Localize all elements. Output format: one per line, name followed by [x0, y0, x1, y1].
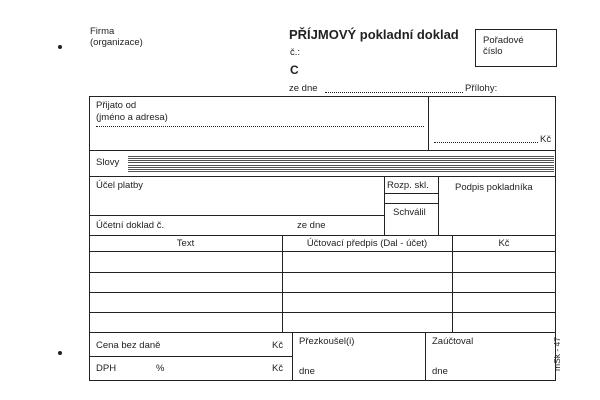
checked-label: Přezkoušel(i)	[299, 336, 355, 347]
punch-hole-dot	[58, 351, 62, 355]
table-row-divider	[89, 312, 556, 313]
series-code: C	[290, 63, 299, 77]
divider	[384, 203, 438, 204]
divider	[384, 176, 385, 235]
divider	[89, 215, 384, 216]
amount-currency: Kč	[540, 134, 552, 145]
date-label: ze dne	[289, 83, 318, 94]
checked-date-label: dne	[299, 366, 315, 377]
received-from-field[interactable]	[96, 126, 424, 127]
table-row-divider	[89, 251, 556, 252]
approved-label: Schválil	[393, 207, 426, 218]
col-header-text: Text	[176, 238, 195, 249]
table-col-divider	[282, 235, 283, 332]
divider	[89, 150, 556, 151]
divider	[438, 176, 439, 235]
order-number-box[interactable]	[475, 29, 557, 67]
col-header-posting: Účtovací předpis (Dal - účet)	[306, 238, 428, 249]
accounting-doc-label: Účetní doklad č.	[96, 220, 165, 231]
number-label: č.:	[290, 47, 301, 58]
divider	[384, 193, 438, 194]
divider	[89, 356, 292, 357]
received-from-label: Přijato od	[96, 100, 137, 111]
table-col-divider	[452, 235, 453, 332]
divider	[89, 176, 556, 177]
divider	[292, 332, 293, 381]
price-excl-vat-label: Cena bez daně	[96, 340, 161, 351]
purpose-label: Účel platby	[96, 180, 143, 191]
price-currency: Kč	[272, 340, 284, 351]
order-number-label-sub: číslo	[483, 46, 503, 57]
vat-percent: %	[156, 363, 165, 374]
col-header-amount: Kč	[498, 238, 510, 249]
received-from-sub: (jméno a adresa)	[96, 112, 168, 123]
in-words-field[interactable]	[128, 156, 554, 163]
divider	[89, 332, 556, 333]
page-title: PŘÍJMOVÝ pokladní doklad	[289, 27, 459, 42]
firm-label: Firma	[90, 26, 115, 37]
accounting-date-label: ze dne	[297, 220, 326, 231]
divider	[89, 235, 556, 236]
form-code: mSk - 47	[552, 337, 562, 372]
attachments-label: Přílohy:	[465, 83, 498, 94]
divider	[425, 332, 426, 381]
in-words-field-line2[interactable]	[128, 165, 554, 172]
order-number-label: Pořadové	[483, 35, 524, 46]
cashier-signature-label: Podpis pokladníka	[455, 182, 533, 193]
vat-label: DPH	[96, 363, 117, 374]
vat-currency: Kč	[272, 363, 284, 374]
amount-field[interactable]	[434, 142, 538, 143]
firm-label-sub: (organizace)	[90, 37, 143, 48]
in-words-label: Slovy	[96, 157, 120, 168]
date-field[interactable]	[325, 92, 463, 93]
divider	[428, 96, 429, 151]
table-row-divider	[89, 292, 556, 293]
rozp-skl-label: Rozp. skl.	[387, 180, 429, 191]
posted-label: Zaúčtoval	[432, 336, 474, 347]
punch-hole-dot	[58, 45, 62, 49]
table-row-divider	[89, 272, 556, 273]
posted-date-label: dne	[432, 366, 448, 377]
